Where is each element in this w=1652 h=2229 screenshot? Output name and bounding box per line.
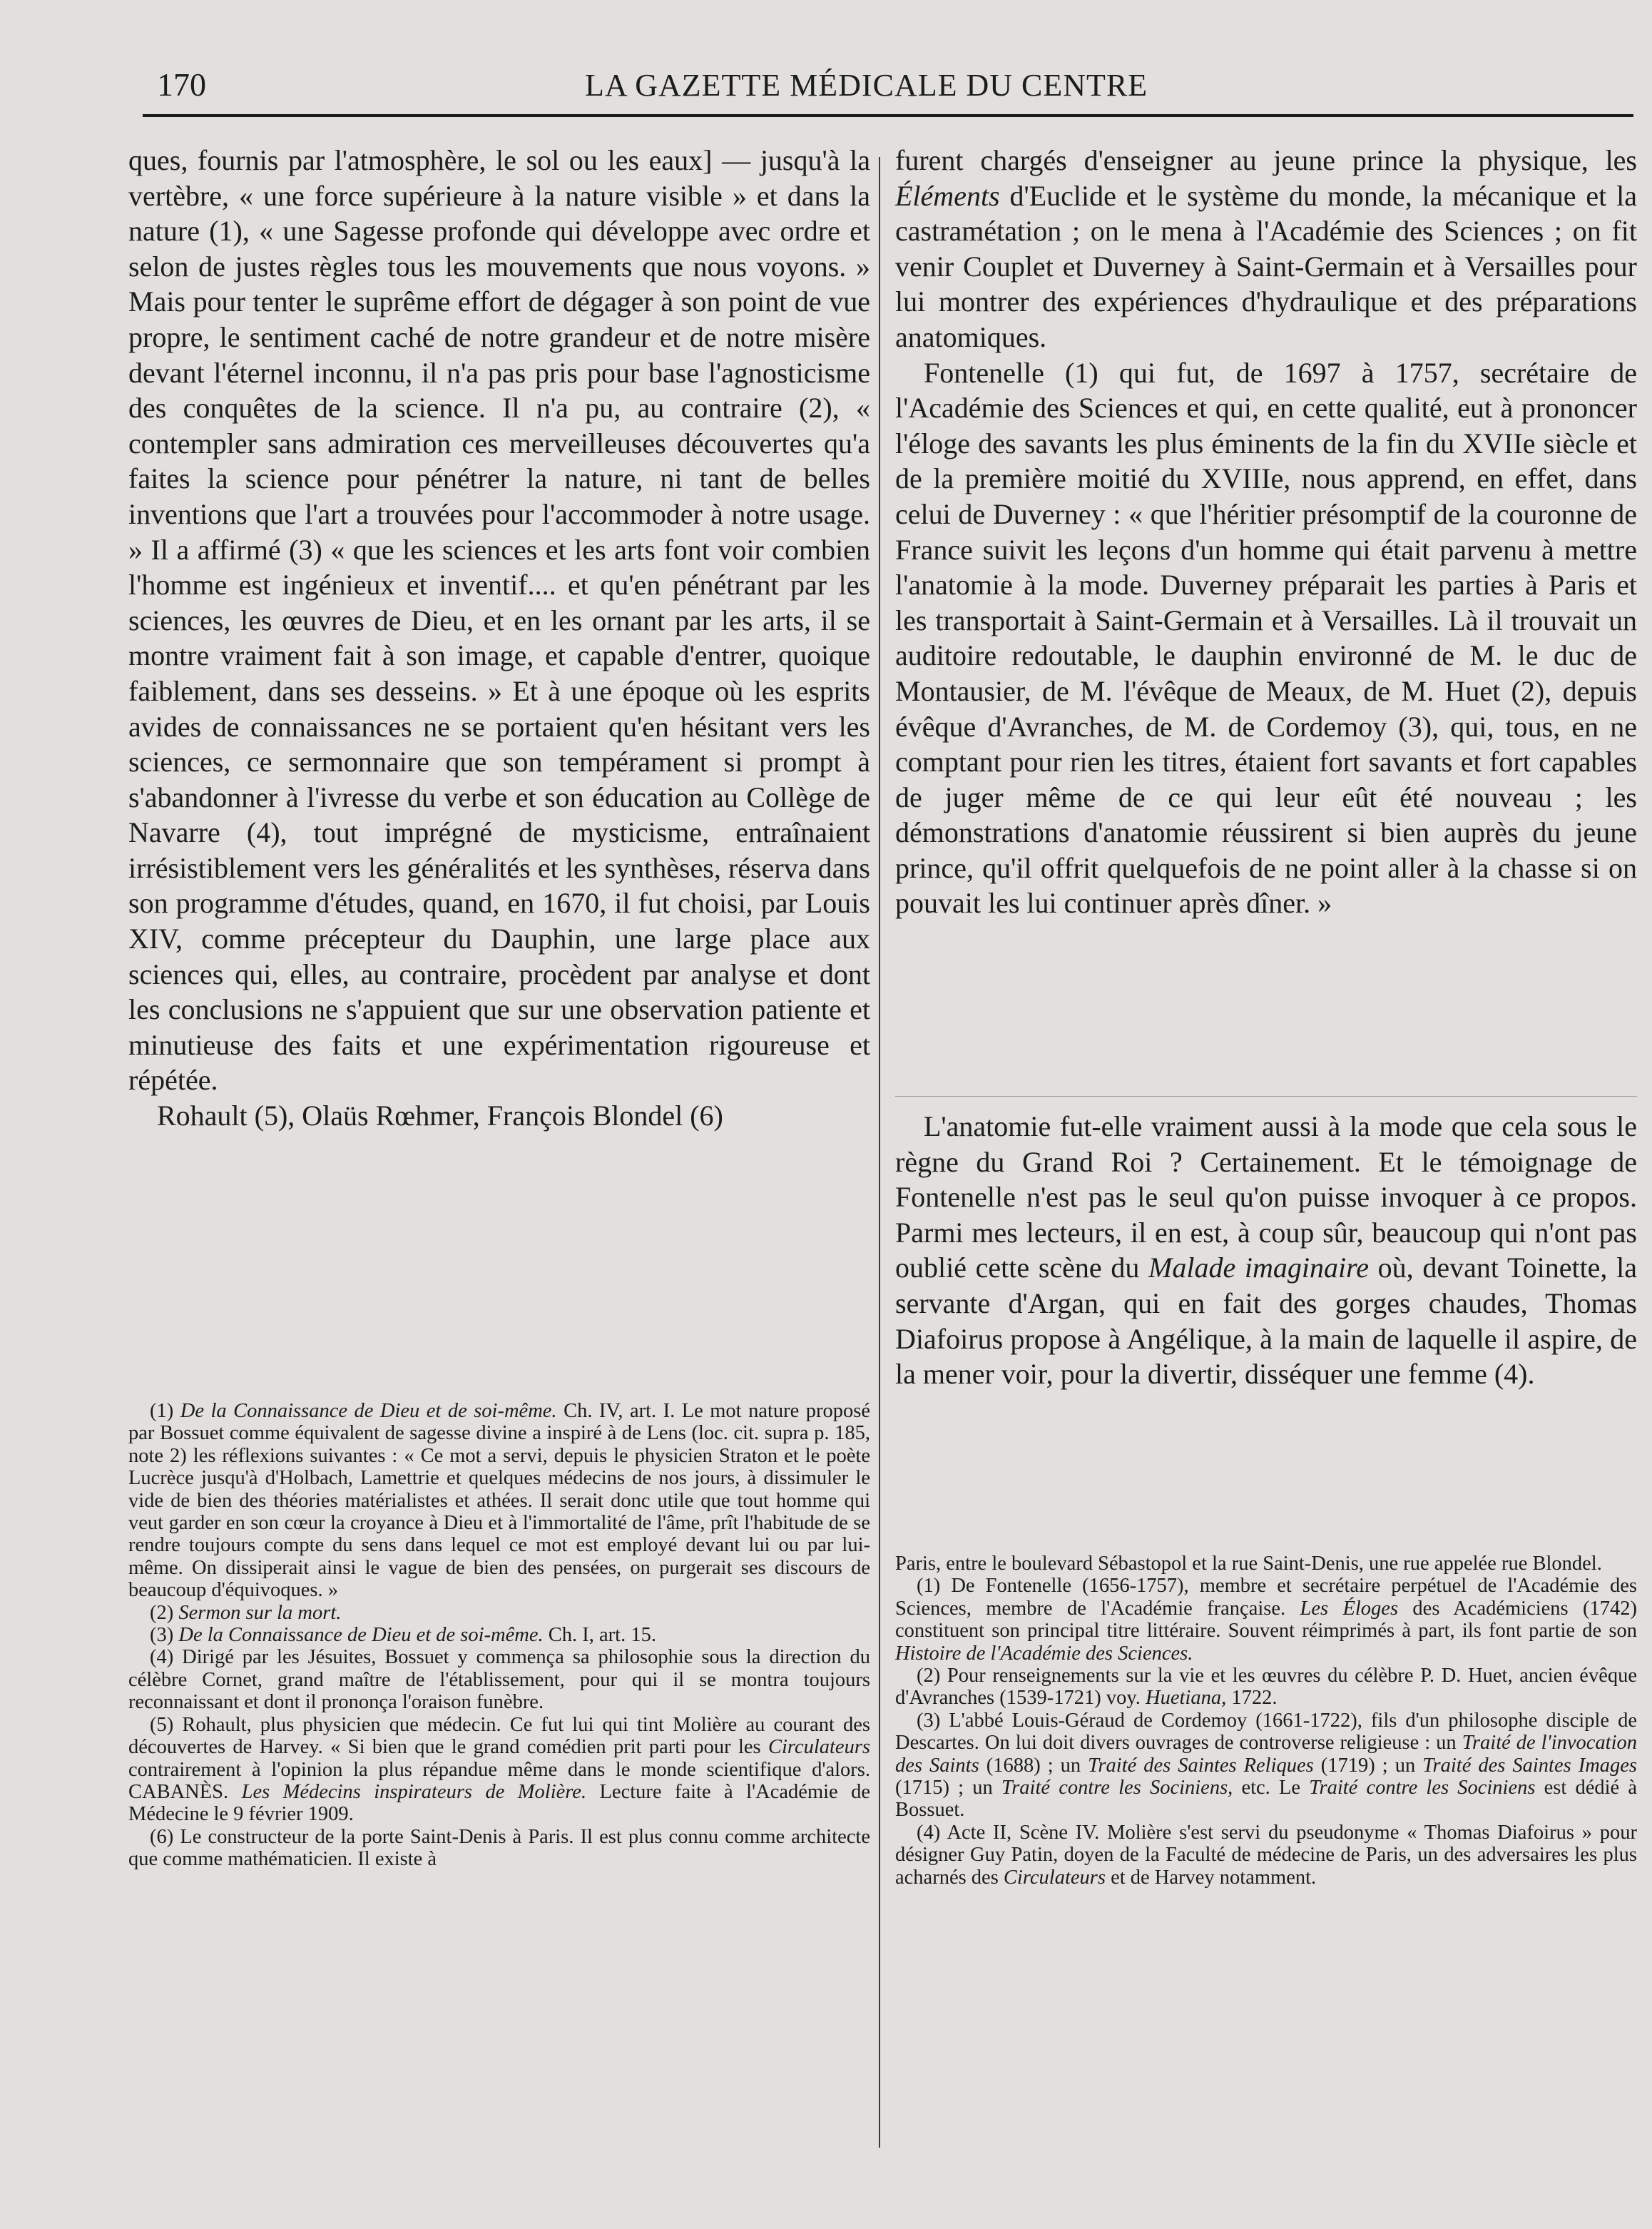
right-paragraph-2: Fontenelle (1) qui fut, de 1697 à 1757, secrétaire de l'Académie des Sciences et qui, en cette qualité, eut à prononcer l'éloge des savants les plus éminents de la fin du XVIIe siècle et de la première moitié du XVIIIe, nous apprend, en effet, dans celui de Duverney : « que l'héritier présomptif de la couronne de France suivit les leçons d'un homme qui était parvenu à mettre l'anatomie à la mode. Duverney préparait les parties à Paris et les transportait à Saint-Germain et à Versailles. Là il trouvait un auditoire redoutable, le dauphin environné de M. le duc de Montausier, de M. l'évêque de Meaux, de M. Huet (2), depuis évêque d'Avranches, de M. de Cordemoy (3), qui, tous, en ne comptant pour rien les titres, étaient fort savants et fort capables de juger même de ce qui leur eût été nouveau ; les démonstrations d'anatomie réussirent si bien auprès du jeune prince, qu'il offrit quelquefois de ne point aller à la chasse si on pouvait les lui continuer après dîner. »: [895, 356, 1637, 920]
footnote-work-title: Traité contre les Sociniens,: [1001, 1777, 1233, 1799]
paragraph-text: L'anatomie fut-elle vraiment aussi à la mode que cela sous le règne du Grand Roi ? Certainement. Et le témoignage de Fontenelle n'est pas le seul qu'on puisse invoquer à ce propos. Parmi mes lecteurs, il en est, à coup sûr, beaucoup qui n'ont pas oublié cette scène du: [895, 1110, 1637, 1284]
footnote-work-title: Les Éloges: [1300, 1597, 1399, 1620]
right-column-section-2: [895, 1109, 1637, 1392]
right-footnotes: [895, 1553, 1637, 1889]
footnote-text: des Académiciens (1742) constituent son principal titre littéraire. Souvent réimprimés à part, ils font partie de son: [895, 1597, 1637, 1642]
left-paragraph-2: Rohault (5), Olaüs Rœhmer, François Blondel (6): [157, 1100, 723, 1132]
footnote-right-4: [895, 1822, 1637, 1889]
left-footnotes: [128, 1400, 870, 1871]
footnote-work-title: Sermon sur la mort.: [178, 1601, 342, 1624]
right-column: [895, 143, 1637, 921]
column-divider: [879, 157, 880, 2148]
left-column: [128, 143, 870, 1134]
page-number: 170: [157, 66, 206, 103]
work-title: Malade imaginaire: [1148, 1251, 1369, 1284]
footnote-term: Circulateurs: [768, 1736, 871, 1759]
footnote-left-3: [128, 1624, 870, 1646]
footnote-right-2: [895, 1665, 1637, 1710]
footnote-text: contrairement à l'opinion la plus répandue même dans le monde scientifique d'alors. CABANÈS.: [128, 1758, 870, 1803]
right-paragraph-1: [895, 143, 1637, 355]
footnote-text: 1722.: [1231, 1687, 1278, 1710]
footnote-continuation: Paris, entre le boulevard Sébastopol et la rue Saint-Denis, une rue appelée rue Blondel.: [895, 1553, 1602, 1575]
paragraph-text: furent chargés d'enseigner au jeune prince la physique, les: [895, 144, 1637, 176]
footnote-work-title: De la Connaissance de Dieu et de soi-même.: [180, 1400, 557, 1422]
footnote-left-5: [128, 1714, 870, 1826]
footnote-text: Lecture faite à l'Académie de Médecine le 9 février 1909.: [128, 1780, 871, 1826]
paragraph-text: d'Euclide et le système du monde, la mécanique et la castramétation ; on le mena à l'Académie des Sciences ; on fit venir Couplet et Duverney à Saint-Germain et à Versailles pour lui montrer des expériences d'hydraulique et des préparations anatomiques.: [895, 179, 1638, 353]
footnote-text: (1719) ; un: [1320, 1754, 1416, 1777]
left-paragraph-1: ques, fournis par l'atmosphère, le sol ou les eaux] — jusqu'à la vertèbre, « une force supérieure à la nature visible » et dans la nature (1), « une Sagesse profonde qui développe avec ordre et selon de justes règles tous les mouvements que nous voyons. » Mais pour tenter le suprême effort de dégager à son point de vue propre, le sentiment caché de notre grandeur et de notre misère devant l'éternel inconnu, il n'a pas pris pour base l'agnosticisme des conquêtes de la science. Il n'a pu, au contraire (2), « contempler sans admiration ces merveilleuses découvertes qu'a faites la science pour pénétrer la nature, ni tant de belles inventions que l'art a trouvées pour l'accommoder à notre usage. » Il a affirmé (3) « que les sciences et les arts font voir combien l'homme est ingénieux et inventif.... et qu'en pénétrant par les sciences, les œuvres de Dieu, et en les ornant par les arts, il se montre vraiment fait à son image, et capable d'entrer, quoique faiblement, dans ses desseins. » Et à une époque où les esprits avides de connaissances ne se portaient qu'en hésitant vers les sciences, ce sermonnaire que son tempérament si prompt à s'abandonner à l'ivresse du verbe et son éducation au Collège de Navarre (4), tout imprégné de mysticisme, entraînaient irrésistiblement vers les généralités et les synthèses, réserva dans son programme d'études, quand, en 1670, il fut choisi, par Louis XIV, comme précepteur du Dauphin, une large place aux sciences qui, elles, au contraire, procèdent par analyse et dont les conclusions ne s'appuient que sur une observation patiente et minutieuse des faits et une expérimentation rigoureuse et répétée.: [128, 144, 870, 1097]
footnote-work-title: Traité des Saintes Images: [1422, 1754, 1638, 1777]
footnote-text: (1) De Fontenelle (1656-1757), membre et secrétaire perpétuel de l'Académie des Sciences, membre de l'Académie française.: [895, 1575, 1637, 1620]
footnote-text: (3) L'abbé Louis-Géraud de Cordemoy (1661-1722), fils d'un philosophe disciple de Descartes. On lui doit divers ouvrages de controverse religieuse : un: [895, 1709, 1637, 1755]
footnote-text: etc. Le: [1241, 1777, 1301, 1799]
footnote-right-1: [895, 1575, 1637, 1665]
footnote-work-title: Huetiana,: [1146, 1687, 1227, 1710]
footnote-work-title: De la Connaissance de Dieu et de soi-même.: [178, 1624, 544, 1647]
footnote-work-title: Traité des Saintes Reliques: [1088, 1754, 1314, 1777]
footnote-term: Circulateurs: [1003, 1866, 1106, 1889]
footnote-work-title: Traité contre les Sociniens: [1309, 1777, 1536, 1799]
footnote-text: Ch. IV, art. I. Le mot nature proposé par Bossuet comme équivalent de sagesse divine a inspiré à de Lens (loc. cit. supra p. 185, note 2) les réflexions suivantes : « Ce mot a servi, depuis le physicien Straton et le poète Lucrèce jusqu'à d'Holbach, Lamettrie et quelques médecins de nos jours, à dissimuler le vide de bien des théories matérialistes et athées. Il serait donc utile que tout homme qui veut garder en son cœur la croyance à Dieu et à l'immortalité de l'âme, prît l'habitude de se rendre toujours compte du sens dans lequel ce mot est employé devant lui ou par lui-même. On dissiperait ainsi le vague de bien des pensées, on purgerait ses discours de beaucoup d'équivoques. »: [128, 1400, 871, 1602]
footnote-left-2: [128, 1602, 870, 1624]
section-separator: [895, 1096, 1637, 1097]
footnote-number: (2): [150, 1601, 174, 1624]
header-rule: [143, 114, 1633, 117]
footnote-text: (2) Pour renseignements sur la vie et les œuvres du célèbre P. D. Huet, ancien évêque d'Avranches (1539-1721) voy.: [895, 1665, 1637, 1710]
footnote-work-title: Traité de l'invocation des Saints: [895, 1732, 1638, 1777]
footnote-left-1: [128, 1400, 870, 1602]
footnote-text: est dédié à Bossuet.: [895, 1777, 1638, 1822]
journal-title: LA GAZETTE MÉDICALE DU CENTRE: [585, 68, 1148, 103]
right-paragraph-3: [895, 1109, 1637, 1392]
footnote-left-6: (6) Le constructeur de la porte Saint-Denis à Paris. Il est plus connu comme architecte que comme mathématicien. Il existe à: [128, 1825, 870, 1871]
footnote-work-title: Les Médecins inspirateurs de Molière.: [241, 1780, 587, 1803]
footnote-right-3: [895, 1710, 1637, 1822]
footnote-text: (1688) ; un: [986, 1754, 1081, 1777]
footnote-number: (3): [150, 1624, 174, 1647]
footnote-work-title: Histoire de l'Académie des Sciences.: [895, 1642, 1193, 1665]
footnote-text: et de Harvey notamment.: [1111, 1866, 1317, 1889]
footnote-text: (4) Acte II, Scène IV. Molière s'est servi du pseudonyme « Thomas Diafoirus » pour désigner Guy Patin, doyen de la Faculté de médecine de Paris, un des adversaires les plus acharnés des: [895, 1821, 1637, 1889]
footnote-text: Ch. I, art. 15.: [548, 1624, 656, 1647]
footnote-left-4: (4) Dirigé par les Jésuites, Bossuet y commença sa philosophie sous la direction du célèbre Cornet, grand maître de l'établissement, pour qui il se montra toujours reconnaissant et dont il prononça l'oraison funèbre.: [128, 1646, 870, 1714]
paragraph-text: où, devant Toinette, la servante d'Argan, qui en fait des gorges chaudes, Thomas Diafoirus propose à Angélique, à la main de laquelle il aspire, de la mener voir, pour la divertir, disséquer une femme (4).: [895, 1251, 1637, 1391]
footnote-number: (1): [150, 1400, 174, 1422]
footnote-text: (5) Rohault, plus physicien que médecin. Ce fut lui qui tint Molière au courant des découvertes de Harvey. « Si bien que le grand comédien prit parti pour les: [128, 1713, 870, 1759]
footnote-text: (1715) ; un: [895, 1777, 993, 1799]
page-header: [143, 57, 1641, 114]
work-title: Éléments: [895, 179, 1000, 212]
